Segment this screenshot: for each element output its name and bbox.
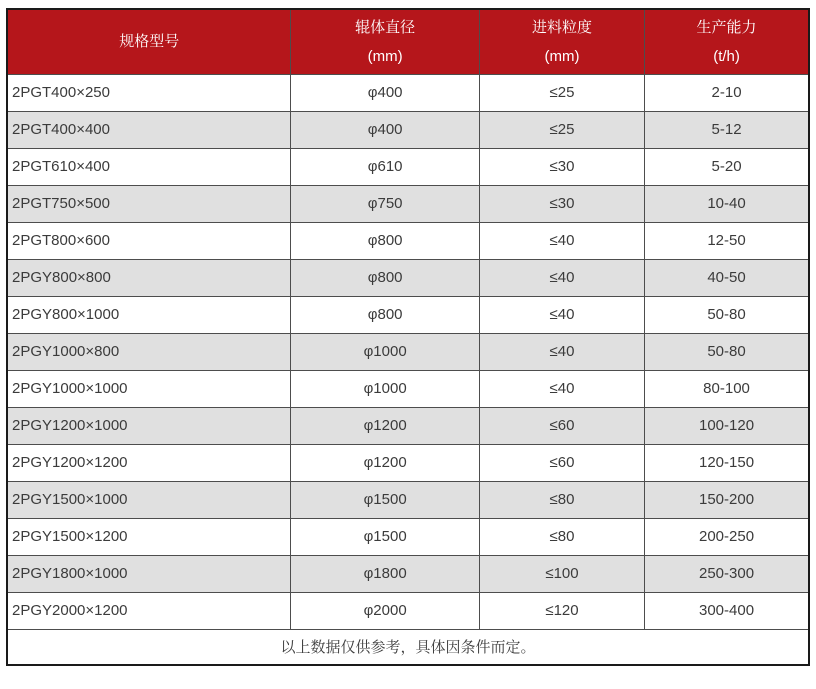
header-cell-feed-size [479,9,644,74]
cell-model: 2PGY1200×1200 [7,444,291,481]
header-label: 生产能力 [696,18,757,36]
cell-model: 2PGT800×600 [7,222,291,259]
cell-capacity: 50-80 [645,333,809,370]
cell-model: 2PGY1500×1000 [7,481,291,518]
table-row [7,481,809,518]
cell-model: 2PGT750×500 [7,185,291,222]
cell-feed-size: ≤60 [479,444,644,481]
cell-roller-diameter: φ610 [291,148,479,185]
cell-roller-diameter: φ1800 [291,555,479,592]
cell-model: 2PGY1000×800 [7,333,291,370]
table-row [7,407,809,444]
cell-roller-diameter: φ750 [291,185,479,222]
cell-feed-size: ≤40 [479,222,644,259]
cell-feed-size: ≤100 [479,555,644,592]
cell-roller-diameter: φ1500 [291,518,479,555]
cell-capacity: 200-250 [645,518,809,555]
table-row [7,259,809,296]
cell-capacity: 50-80 [645,296,809,333]
header-label: 进料粒度 [531,18,592,36]
header-unit: (mm) [367,47,403,65]
cell-feed-size: ≤40 [479,296,644,333]
cell-feed-size: ≤25 [479,74,644,111]
table-footnote: 以上数据仅供参考，具体因条件而定。 [7,629,809,665]
cell-feed-size: ≤40 [479,370,644,407]
table-row [7,333,809,370]
cell-capacity: 12-50 [645,222,809,259]
header-unit: (t/h) [713,47,740,65]
table-body [7,74,809,629]
spec-table [6,8,810,666]
cell-roller-diameter: φ800 [291,259,479,296]
cell-model: 2PGT400×400 [7,111,291,148]
table-row [7,74,809,111]
table-row [7,444,809,481]
cell-model: 2PGY800×1000 [7,296,291,333]
cell-roller-diameter: φ2000 [291,592,479,629]
cell-feed-size: ≤25 [479,111,644,148]
cell-model: 2PGY2000×1200 [7,592,291,629]
cell-capacity: 40-50 [645,259,809,296]
cell-roller-diameter: φ400 [291,74,479,111]
cell-feed-size: ≤80 [479,518,644,555]
header-label: 规格型号 [119,33,180,51]
cell-roller-diameter: φ1000 [291,370,479,407]
cell-capacity: 2-10 [645,74,809,111]
cell-capacity: 250-300 [645,555,809,592]
cell-feed-size: ≤30 [479,148,644,185]
header-label: 辊体直径 [355,18,416,36]
cell-model: 2PGY1000×1000 [7,370,291,407]
cell-roller-diameter: φ1500 [291,481,479,518]
table-row [7,296,809,333]
cell-capacity: 100-120 [645,407,809,444]
table-header [7,9,809,74]
table-row [7,592,809,629]
table-row [7,185,809,222]
table-row [7,555,809,592]
cell-model: 2PGT610×400 [7,148,291,185]
footnote-row [7,629,809,665]
cell-capacity: 80-100 [645,370,809,407]
cell-model: 2PGT400×250 [7,74,291,111]
header-cell-roller-diameter [291,9,479,74]
cell-feed-size: ≤40 [479,259,644,296]
header-cell-capacity [645,9,809,74]
cell-feed-size: ≤80 [479,481,644,518]
cell-capacity: 5-12 [645,111,809,148]
table-row [7,222,809,259]
table-row [7,111,809,148]
cell-roller-diameter: φ400 [291,111,479,148]
cell-model: 2PGY1200×1000 [7,407,291,444]
header-unit: (mm) [544,47,580,65]
table-footer [7,629,809,665]
table-row [7,148,809,185]
cell-capacity: 10-40 [645,185,809,222]
cell-roller-diameter: φ1200 [291,444,479,481]
cell-capacity: 5-20 [645,148,809,185]
table-row [7,370,809,407]
cell-roller-diameter: φ1200 [291,407,479,444]
header-row [7,9,809,74]
cell-model: 2PGY1500×1200 [7,518,291,555]
cell-roller-diameter: φ800 [291,222,479,259]
cell-feed-size: ≤120 [479,592,644,629]
cell-feed-size: ≤30 [479,185,644,222]
header-cell-model [7,9,291,74]
cell-capacity: 120-150 [645,444,809,481]
cell-capacity: 150-200 [645,481,809,518]
cell-capacity: 300-400 [645,592,809,629]
cell-feed-size: ≤60 [479,407,644,444]
cell-feed-size: ≤40 [479,333,644,370]
table-row [7,518,809,555]
cell-roller-diameter: φ1000 [291,333,479,370]
cell-roller-diameter: φ800 [291,296,479,333]
cell-model: 2PGY1800×1000 [7,555,291,592]
cell-model: 2PGY800×800 [7,259,291,296]
